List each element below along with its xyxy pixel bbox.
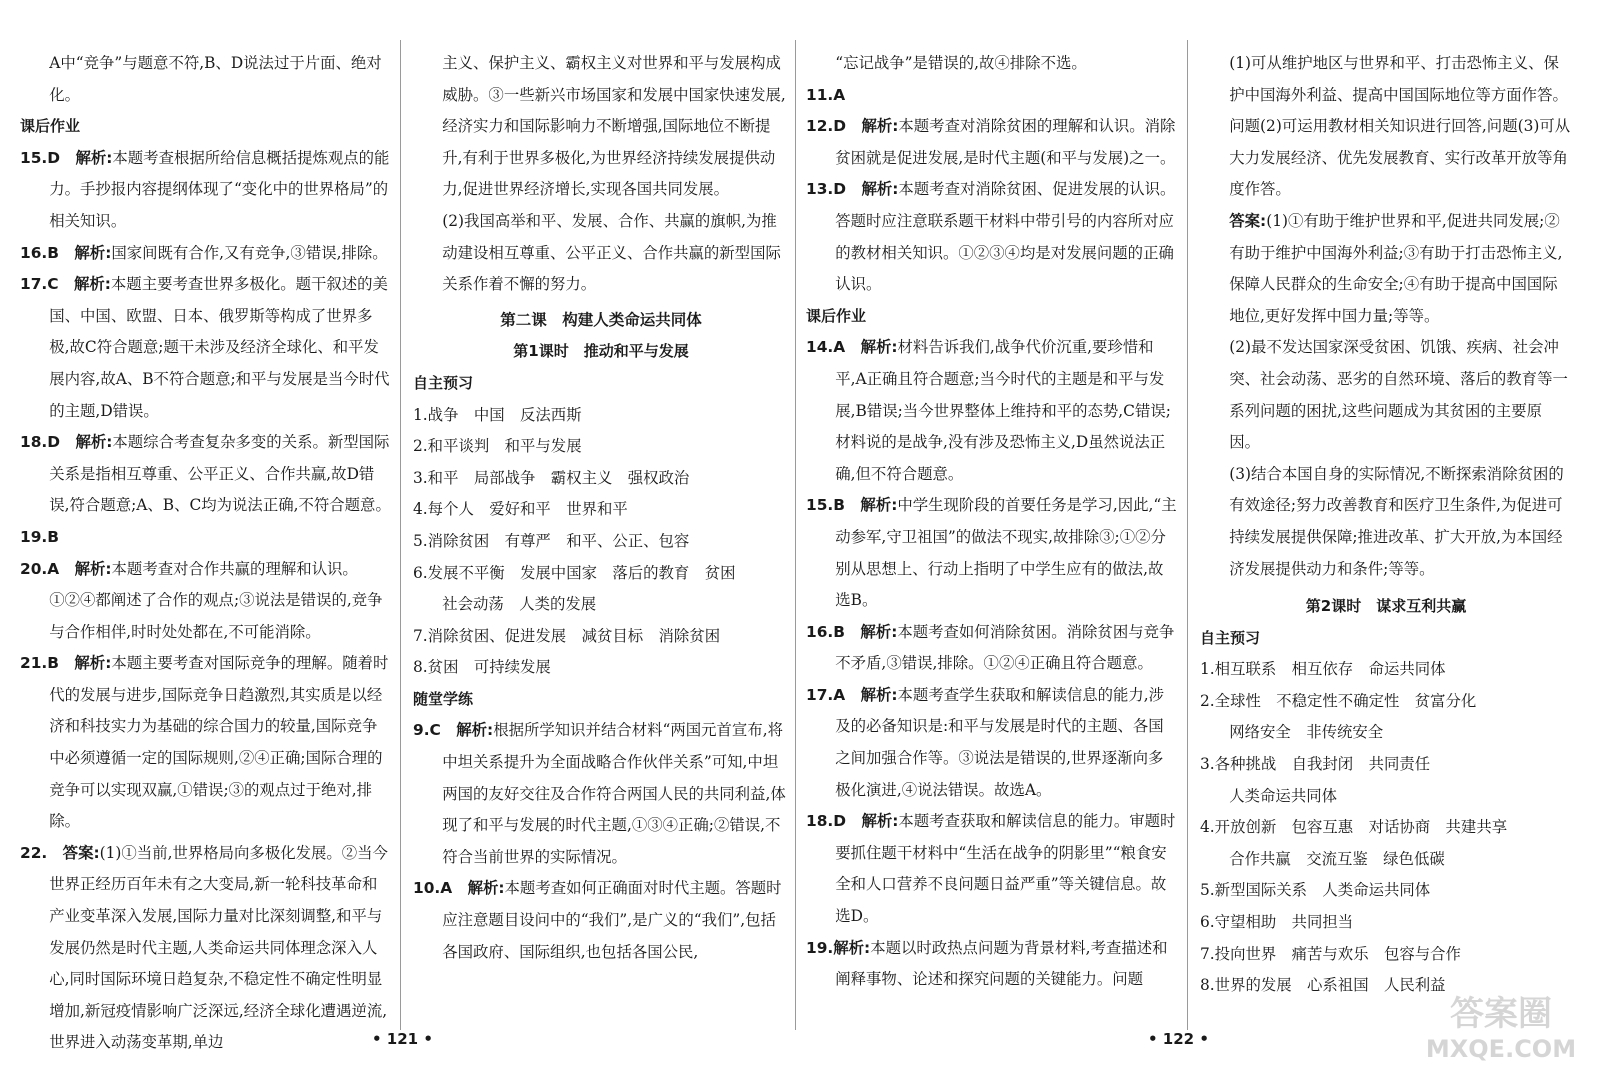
preview-answer-4-cont: 合作共赢 交流互鉴 绿色低碳 bbox=[1229, 849, 1445, 868]
answer-item-9 bbox=[413, 715, 789, 873]
analysis-label: 解析: bbox=[74, 654, 112, 673]
section-heading-preview: 自主预习 bbox=[413, 373, 474, 392]
analysis-label: 解析: bbox=[75, 148, 113, 167]
preview-answer-4: 4.开放创新 包容互惠 对话协商 共建共享 bbox=[1200, 818, 1508, 837]
item-text: (1)①当前,世界格局向多极化发展。②当今世界正经历百年未有之大变局,新一轮科技革命和产业变革深入发展,国际力量对比深刻调整,和平与发展仍然是时代主题,人类命运共同体理念深入人心,同时国际环境日趋复杂,不稳定性不确定性明显增加,新冠疫情影响广泛深远,经济全球化遭遇逆流,世界进入动荡变革期,单边 bbox=[49, 843, 388, 1052]
text-paragraph: (2)我国高举和平、发展、合作、共赢的旗帜,为推动建设相互尊重、公平正义、合作共赢的新型国际关系作着不懈的努力。 bbox=[442, 211, 781, 294]
analysis-label: 解析: bbox=[74, 559, 112, 578]
preview-answer-7: 7.消除贫困、促进发展 减贫目标 消除贫困 bbox=[413, 626, 721, 645]
analysis-label: 解析: bbox=[456, 721, 494, 740]
column-3 bbox=[806, 48, 1178, 996]
item-text: 本题考查对消除贫困的理解和认识。消除贫困就是促进发展,是时代主题(和平与发展)之一。 bbox=[835, 117, 1176, 167]
analysis-label: 解析: bbox=[860, 685, 898, 704]
lesson-title: 第二课 构建人类命运共同体 bbox=[500, 310, 702, 329]
item-number: 17.C bbox=[20, 275, 59, 294]
item-text: 本题主要考查对国际竞争的理解。随着时代的发展与进步,国际竞争日趋激烈,其实质是以经济和科技实力为基础的综合国力的较量,国际竞争中必须遵循一定的国际规则,②④正确;国际合理的竞争可以实现双赢,①错误;③的观点过于绝对,排除。 bbox=[49, 654, 389, 831]
preview-answer-4: 4.每个人 爱好和平 世界和平 bbox=[413, 500, 628, 519]
watermark-url: MXQE.COM bbox=[1425, 1035, 1577, 1063]
lesson-subtitle: 第2课时 谋求互利共赢 bbox=[1305, 597, 1467, 616]
item-number: 11.A bbox=[806, 85, 846, 104]
answer-item-17 bbox=[20, 269, 392, 427]
item-number: 22. bbox=[20, 843, 48, 862]
answer-paragraph bbox=[1200, 206, 1572, 332]
item-text: 本题主要考查世界多极化。题干叙述的美国、中国、欧盟、日本、俄罗斯等构成了世界多极,故C符合题意;题干未涉及经济全球化、和平发展内容,故A、B不符合题意;和平与发展是当今时代的主题,D错误。 bbox=[49, 275, 390, 420]
column-divider bbox=[400, 40, 401, 1030]
answer-item-11 bbox=[806, 80, 1178, 112]
section-heading-homework: 课后作业 bbox=[806, 306, 867, 325]
answer-paragraph: (3)结合本国自身的实际情况,不断探索消除贫困的有效途径;努力改善教育和医疗卫生条件,为促进可持续发展提供保障;推进改革、扩大开放,为本国经济发展提供动力和条件;等等。 bbox=[1229, 464, 1564, 578]
column-4 bbox=[1200, 48, 1572, 1002]
item-text: 本题考查根据所给信息概括提炼观点的能力。手抄报内容提纲体现了“变化中的世界格局”的相关知识。 bbox=[49, 148, 390, 230]
item-text: 中学生现阶段的首要任务是学习,因此,“主动参军,守卫祖国”的做法不现实,故排除③;①②分别从思想上、行动上指明了中学生应有的做法,故选B。 bbox=[835, 496, 1177, 610]
answer-item-17 bbox=[806, 680, 1178, 806]
item-text: 本题以时政热点问题为背景材料,考查描述和阐释事物、论述和探究问题的关键能力。问题 bbox=[835, 938, 1168, 989]
answer-item-12 bbox=[806, 111, 1178, 174]
analysis-label: 解析: bbox=[860, 496, 898, 515]
watermark-logo bbox=[1416, 987, 1586, 1065]
preview-answer-2-cont: 网络安全 非传统安全 bbox=[1229, 723, 1384, 742]
item-text: 本题考查对合作共赢的理解和认识。①②④都阐述了合作的观点;③说法是错误的,竞争与合作相伴,时时处处都在,不可能消除。 bbox=[49, 559, 383, 641]
preview-answer-5: 5.消除贫困 有尊严 和平、公正、包容 bbox=[413, 531, 690, 550]
column-divider bbox=[795, 40, 796, 1030]
section-heading-preview: 自主预习 bbox=[1200, 628, 1261, 647]
preview-answer-8: 8.贫困 可持续发展 bbox=[413, 658, 551, 677]
item-number: 9.C bbox=[413, 721, 441, 740]
item-number: 19.B bbox=[20, 527, 59, 546]
analysis-label: 解析: bbox=[73, 275, 111, 294]
analysis-label: 解析: bbox=[833, 938, 871, 957]
preview-answer-5: 5.新型国际关系 人类命运共同体 bbox=[1200, 881, 1431, 900]
item-text: 本题考查学生获取和解读信息的能力,涉及的必备知识是:和平与发展是时代的主题、各国之间加强合作等。③说法是错误的,世界逐渐向多极化演进,④说法错误。故选A。 bbox=[835, 685, 1165, 799]
answer-item-15 bbox=[806, 490, 1178, 616]
analysis-label: 解析: bbox=[467, 879, 505, 898]
item-number: 18.D bbox=[806, 812, 847, 831]
item-number: 10.A bbox=[413, 879, 453, 898]
analysis-label: 解析: bbox=[861, 180, 899, 199]
watermark-title: 答案圈 bbox=[1450, 994, 1552, 1034]
answer-item-16 bbox=[20, 238, 392, 270]
item-number: 16.B bbox=[20, 243, 59, 262]
section-heading-classwork: 随堂学练 bbox=[413, 689, 474, 708]
preview-answer-6: 6.发展不平衡 发展中国家 落后的教育 贫困 bbox=[413, 563, 736, 582]
lesson-subtitle: 第1课时 推动和平与发展 bbox=[513, 342, 689, 361]
preview-answer-7: 7.投向世界 痛苦与欢乐 包容与合作 bbox=[1200, 944, 1461, 963]
preview-answer-3: 3.各种挑战 自我封闭 共同责任 bbox=[1200, 755, 1431, 774]
preview-answer-6-cont: 社会动荡 人类的发展 bbox=[442, 595, 597, 614]
text-paragraph: (1)可从维护地区与世界和平、打击恐怖主义、保护中国海外利益、提高中国国际地位等方面作答。问题(2)可运用教材相关知识进行回答,问题(3)可从大力发展经济、优先发展教育、实行改革开放等角度作答。 bbox=[1229, 54, 1571, 199]
item-text: 本题考查如何正确面对时代主题。答题时应注意题目设问中的“我们”,是广义的“我们”,包括各国政府、国际组织,也包括各国公民, bbox=[442, 879, 782, 961]
item-number: 13.D bbox=[806, 180, 847, 199]
answer-item-14 bbox=[806, 332, 1178, 490]
answer-item-15 bbox=[20, 143, 392, 238]
item-text: 本题考查如何消除贫困。消除贫困与竞争不矛盾,③错误,排除。①②④正确且符合题意。 bbox=[835, 622, 1175, 673]
item-text: 材料告诉我们,战争代价沉重,要珍惜和平,A正确且符合题意;当今时代的主题是和平与发展,B错误;当今世界整体上维持和平的态势,C错误;材料说的是战争,没有涉及恐怖主义,D虽然说法正确,但不符合题意。 bbox=[835, 338, 1171, 483]
answer-paragraph: (2)最不发达国家深受贫困、饥饿、疾病、社会冲突、社会动荡、恶劣的自然环境、落后的教育等一系列问题的困扰,这些问题成为其贫困的主要原因。 bbox=[1229, 338, 1568, 452]
analysis-label: 解析: bbox=[74, 243, 112, 262]
column-divider bbox=[1187, 40, 1188, 1030]
answer-item-22 bbox=[20, 838, 392, 1059]
page-number-left: • 121 • bbox=[372, 1030, 433, 1048]
item-number: 16.B bbox=[806, 622, 845, 641]
answer-item-13 bbox=[806, 174, 1178, 300]
item-number: 20.A bbox=[20, 559, 60, 578]
answer-item-18 bbox=[806, 806, 1178, 932]
analysis-label: 解析: bbox=[75, 433, 113, 452]
item-number: 15.D bbox=[20, 148, 61, 167]
text-paragraph: 主义、保护主义、霸权主义对世界和平与发展构成威胁。③一些新兴市场国家和发展中国家快速发展,经济实力和国际影响力不断增强,国际地位不断提升,有利于世界多极化,为世界经济持续发展提供动力,促进世界经济增长,实现各国共同发展。 bbox=[442, 54, 786, 199]
item-number: 19. bbox=[806, 938, 834, 957]
column-1 bbox=[20, 48, 392, 1059]
answer-item-21 bbox=[20, 648, 392, 838]
preview-answer-6: 6.守望相助 共同担当 bbox=[1200, 913, 1354, 932]
answer-item-18 bbox=[20, 427, 392, 522]
analysis-label: 解析: bbox=[860, 622, 898, 641]
text-line: “忘记战争”是错误的,故④排除不选。 bbox=[835, 54, 1087, 72]
answer-item-10 bbox=[413, 873, 789, 968]
section-heading-homework: 课后作业 bbox=[20, 117, 81, 136]
answer-label: 答案: bbox=[62, 843, 100, 862]
preview-answer-2: 2.全球性 不稳定性不确定性 贫富分化 bbox=[1200, 691, 1477, 710]
analysis-label: 解析: bbox=[860, 338, 898, 357]
item-number: 21.B bbox=[20, 654, 59, 673]
preview-answer-3-cont: 人类命运共同体 bbox=[1229, 786, 1337, 805]
item-text: 国家间既有合作,又有竞争,③错误,排除。 bbox=[111, 243, 388, 262]
answer-item-19 bbox=[20, 522, 392, 554]
preview-answer-1: 1.相互联系 相互依存 命运共同体 bbox=[1200, 660, 1446, 679]
item-text: 本题考查获取和解读信息的能力。审题时要抓住题干材料中“生活在战争的阴影里”“粮食安全和人口营养不良问题日益严重”等关键信息。故选D。 bbox=[835, 812, 1176, 926]
item-text: 本题考查对消除贫困、促进发展的认识。答题时应注意联系题干材料中带引号的内容所对应的教材相关知识。①②③④均是对发展问题的正确认识。 bbox=[835, 180, 1176, 294]
item-text: 根据所学知识并结合材料“两国元首宣布,将中坦关系提升为全面战略合作伙伴关系”可知,中坦两国的友好交往及合作符合两国人民的共同利益,体现了和平与发展的时代主题,①③④正确;②错误,不符合当前世界的实际情况。 bbox=[442, 721, 786, 866]
answer-item-19 bbox=[806, 933, 1178, 996]
item-number: 17.A bbox=[806, 685, 846, 704]
text-line: A中“竞争”与题意不符,B、D说法过于片面、绝对化。 bbox=[49, 54, 382, 104]
analysis-label: 解析: bbox=[861, 812, 899, 831]
column-2 bbox=[413, 48, 789, 968]
answer-item-20 bbox=[20, 554, 392, 649]
answer-label: 答案: bbox=[1229, 211, 1267, 230]
preview-answer-8: 8.世界的发展 心系祖国 人民利益 bbox=[1200, 976, 1446, 995]
item-text: 本题综合考查复杂多变的关系。新型国际关系是指相互尊重、公平正义、合作共赢,故D错误,符合题意;A、B、C均为说法正确,不符合题意。 bbox=[49, 433, 391, 515]
analysis-label: 解析: bbox=[861, 117, 899, 136]
item-number: 14.A bbox=[806, 338, 846, 357]
page-number-right: • 122 • bbox=[1148, 1030, 1209, 1048]
preview-answer-1: 1.战争 中国 反法西斯 bbox=[413, 405, 582, 424]
preview-answer-3: 3.和平 局部战争 霸权主义 强权政治 bbox=[413, 468, 690, 487]
answer-text: (1)①有助于维护世界和平,促进共同发展;②有助于维护中国海外利益;③有助于打击恐怖主义,保障人民群众的生命安全;④有助于提高中国国际地位,更好发挥中国力量;等等。 bbox=[1229, 211, 1563, 325]
answer-item-16 bbox=[806, 617, 1178, 680]
preview-answer-2: 2.和平谈判 和平与发展 bbox=[413, 437, 582, 456]
item-number: 18.D bbox=[20, 433, 61, 452]
item-number: 12.D bbox=[806, 117, 847, 136]
item-number: 15.B bbox=[806, 496, 845, 515]
